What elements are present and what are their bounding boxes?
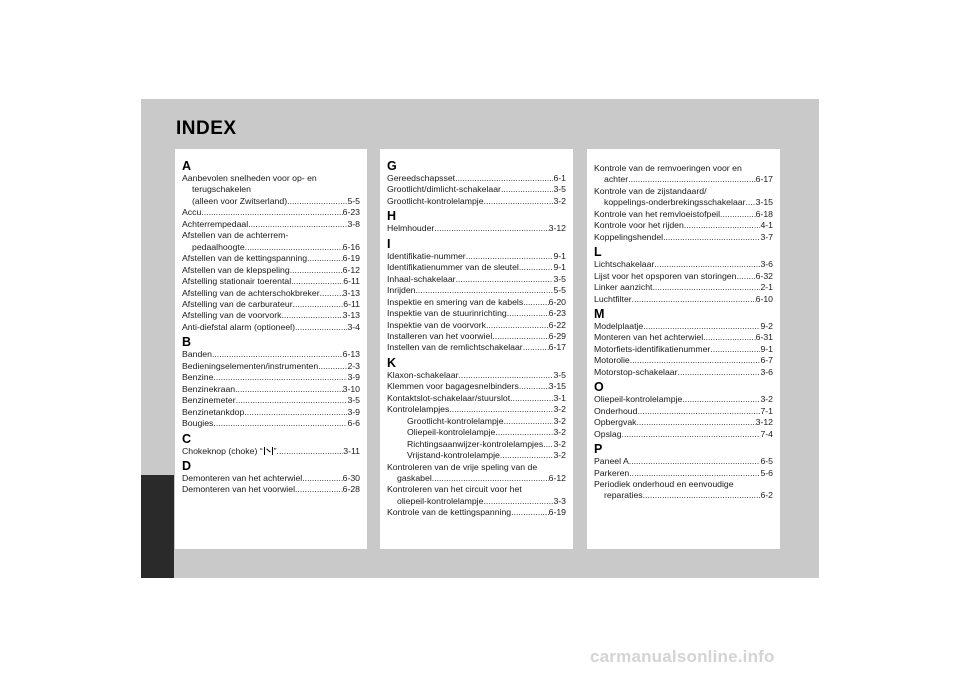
page-ref: 3-2 <box>553 415 566 426</box>
index-entry: Demonteren van het voorwiel ..... 6-28 <box>182 484 360 495</box>
page-ref: 6-17 <box>548 342 566 353</box>
index-entry: Anti-diefstal alarm (optioneel) ..... 3-4 <box>182 322 360 333</box>
section-letter-l: L <box>594 245 602 260</box>
watermark-footer: carmanualsonline.info <box>590 647 775 666</box>
index-entry: Benzinemeter ..... 3-5 <box>182 395 360 406</box>
index-entry: Monteren van het achterwiel ..... 6-31 <box>594 332 773 343</box>
page-ref: 9-2 <box>760 320 773 331</box>
page-ref: 6-1 <box>553 173 566 183</box>
index-entry: Accu ..... 6-23 <box>182 207 360 218</box>
page-ref: 3-11 <box>343 445 360 456</box>
page-ref: 6-32 <box>755 270 773 281</box>
index-entry: Grootlicht/dimlicht-schakelaar ..... 3-5 <box>387 184 566 195</box>
index-subentry: Oliepeil-kontrolelampje ..... 3-2 <box>387 427 566 438</box>
page-ref: 6-7 <box>760 355 773 366</box>
index-entry: Afstelling van de voorvork ..... 3-13 <box>182 310 360 321</box>
index-entry: Afstellen van de klepspeling ..... 6-12 <box>182 265 360 276</box>
index-entry: Linker aanzicht ..... 2-1 <box>594 282 773 293</box>
index-entry: Achterrempedaal ..... 3-8 <box>182 219 360 230</box>
page-ref: 3-3 <box>553 495 566 506</box>
index-entry: koppelings-onderbrekingsschakelaar ..... 3-15 <box>594 197 773 208</box>
index-column-3 <box>587 149 780 549</box>
page-ref: 4-1 <box>760 220 773 231</box>
index-subentry: Vrijstand-kontrolelampje ..... 3-2 <box>387 450 566 461</box>
index-entry: Kontrole van het remvloeistofpeil ..... 6-18 <box>594 209 773 220</box>
page-ref: 3-12 <box>548 223 566 234</box>
page-ref: 6-28 <box>342 484 360 495</box>
section-letter-d: D <box>182 458 192 473</box>
index-entry: Inspektie van de stuurinrichting ..... 6-23 <box>387 308 566 319</box>
index-subentry: Richtingsaanwijzer-kontrolelampjes ..... 3-2 <box>387 439 566 450</box>
index-entry: Motorstop-schakelaar ..... 3-6 <box>594 367 773 378</box>
page-ref: 6-23 <box>342 207 360 218</box>
page-ref: 7-1 <box>760 405 773 416</box>
page-ref: 6-19 <box>342 253 360 264</box>
index-subentry: Grootlicht-kontrolelampje ..... 3-2 <box>387 416 566 427</box>
page-ref: 6-22 <box>548 319 566 330</box>
index-entry: Inrijden ..... 5-5 <box>387 285 566 296</box>
page-ref: 3-2 <box>553 438 566 449</box>
page-title: INDEX <box>176 118 237 139</box>
index-entry: oliepeil-kontrolelampje ..... 3-3 <box>387 496 566 507</box>
index-entry: Identifikatienummer van de sleutel ..... 9-1 <box>387 262 566 273</box>
page-ref: 9-1 <box>553 250 566 261</box>
page-ref: 6-19 <box>548 507 566 518</box>
page-ref: 6-18 <box>755 208 773 219</box>
index-entry: Inspektie en smering van de kabels ..... 6-20 <box>387 297 566 308</box>
page-ref: 5-5 <box>553 285 566 296</box>
page-ref: 3-2 <box>760 394 773 405</box>
index-entry-line: Kontroleren van het circuit voor het <box>387 484 522 495</box>
index-column-1 <box>175 149 367 549</box>
page-ref: 3-7 <box>760 231 773 242</box>
index-entry: Demonteren van het achterwiel ..... 6-30 <box>182 473 360 484</box>
page-ref: 6-23 <box>548 308 566 319</box>
index-entry-line: Kontroleren van de vrije speling van de <box>387 461 538 472</box>
index-entry: Klaxon-schakelaar ..... 3-5 <box>387 370 566 381</box>
index-entry-line: Afstellen van de achterrem- <box>182 230 289 241</box>
chapter-tab-marker <box>141 475 174 578</box>
index-entry: Inspektie van de voorvork ..... 6-22 <box>387 320 566 331</box>
index-entry: Inhaal-schakelaar ..... 3-5 <box>387 274 566 285</box>
index-entry: Paneel A ..... 6-5 <box>594 456 773 467</box>
page-ref: 3-2 <box>553 450 566 461</box>
page-ref: 3-5 <box>553 273 566 284</box>
index-entry: Oliepeil-kontrolelampje ..... 3-2 <box>594 394 773 405</box>
page-ref: 6-11 <box>343 276 360 287</box>
page-ref: 6-2 <box>760 490 773 501</box>
index-entry-line: Kontrole van de remvoeringen voor en <box>594 163 742 173</box>
page-ref: 6-10 <box>755 293 773 304</box>
page-ref: 6-6 <box>347 418 360 429</box>
page-ref: 3-8 <box>347 218 360 229</box>
index-entry: Helmhouder ..... 3-12 <box>387 223 566 234</box>
section-letter-m: M <box>594 306 605 321</box>
index-entry: achter ..... 6-17 <box>594 174 773 185</box>
index-entry: Lichtschakelaar ..... 3-6 <box>594 259 773 270</box>
index-entry: Bougies ..... 6-6 <box>182 418 360 429</box>
index-entry: (alleen voor Zwitserland) ..... 5-5 <box>182 196 360 207</box>
section-letter-k: K <box>387 355 397 370</box>
index-entry: Identifikatie-nummer ..... 9-1 <box>387 251 566 262</box>
page-ref: 5-5 <box>347 195 360 206</box>
index-entry: Afstelling van de achterschokbreker ..... 3-13 <box>182 288 360 299</box>
index-entry: pedaalhoogte ..... 6-16 <box>182 242 360 253</box>
section-letter-h: H <box>387 209 397 224</box>
index-entry: Luchtfilter ..... 6-10 <box>594 294 773 305</box>
page-ref: 5-6 <box>760 467 773 478</box>
index-entry-line: Periodiek onderhoud en eenvoudige <box>594 478 734 489</box>
index-entry: Opbergvak ..... 3-12 <box>594 417 773 428</box>
index-entry: Gereedschapsset ..... 6-1 <box>387 173 566 184</box>
section-letter-o: O <box>594 380 604 395</box>
page-ref: 3-2 <box>553 427 566 438</box>
index-entry: Afstelling van de carburateur ..... 6-11 <box>182 299 360 310</box>
index-entry-line: Kontrole van de zijstandaard/ <box>594 185 707 196</box>
index-entry: Banden ..... 6-13 <box>182 349 360 360</box>
page-ref: 7-4 <box>760 428 773 439</box>
page-ref: 6-20 <box>548 296 566 307</box>
index-entry: Bedieningselementen/instrumenten ..... 2-3 <box>182 361 360 372</box>
index-entry: gaskabel ..... 6-12 <box>387 473 566 484</box>
index-entry: Instellen van de remlichtschakelaar ..... 6-17 <box>387 342 566 353</box>
section-letter-p: P <box>594 442 603 457</box>
page-ref: 3-10 <box>342 383 360 394</box>
page-ref: 3-6 <box>760 366 773 377</box>
index-entry: Kontaktslot-schakelaar/stuurslot ..... 3-1 <box>387 393 566 404</box>
page-ref: 6-30 <box>342 472 360 483</box>
page-ref: 6-17 <box>755 174 773 185</box>
page-ref: 6-31 <box>755 332 773 343</box>
page-ref: 3-9 <box>347 372 360 383</box>
page-ref: 3-5 <box>347 395 360 406</box>
index-entry: Motorfiets-identifikatienummer ..... 9-1 <box>594 344 773 355</box>
index-entry: Motorolie ..... 6-7 <box>594 355 773 366</box>
index-entry: Benzinekraan ..... 3-10 <box>182 384 360 395</box>
index-entry: Onderhoud ..... 7-1 <box>594 406 773 417</box>
page-ref: 6-16 <box>342 241 360 252</box>
index-entry: Modelplaatje ..... 9-2 <box>594 321 773 332</box>
page-ref: 6-12 <box>548 472 566 483</box>
index-entry: Kontrole voor het rijden ..... 4-1 <box>594 220 773 231</box>
choke-icon <box>264 447 273 455</box>
index-entry: Klemmen voor bagagesnelbinders ..... 3-15 <box>387 381 566 392</box>
page-ref: 6-29 <box>548 330 566 341</box>
page-ref: 2-3 <box>347 360 360 371</box>
page-ref: 6-12 <box>342 264 360 275</box>
page-ref: 3-12 <box>755 417 773 428</box>
section-letter-b: B <box>182 335 192 350</box>
page-ref: 3-2 <box>553 404 566 415</box>
index-column-2 <box>380 149 573 549</box>
section-letter-i: I <box>387 236 391 251</box>
page-ref: 3-9 <box>347 406 360 417</box>
page-ref: 3-13 <box>342 287 360 298</box>
page-ref: 3-13 <box>342 310 360 321</box>
index-entry-line: terugschakelen <box>192 184 251 195</box>
index-entry: Kontrole van de kettingspanning ..... 6-19 <box>387 507 566 518</box>
index-entry: Koppelingshendel ..... 3-7 <box>594 232 773 243</box>
index-entry: Lijst voor het opsporen van storingen ..... 6-32 <box>594 271 773 282</box>
index-entry: reparaties ..... 6-2 <box>594 490 773 501</box>
page-ref: 6-11 <box>343 298 360 309</box>
section-letter-g: G <box>387 159 397 173</box>
page-ref: 3-6 <box>760 259 773 270</box>
section-letter-a: A <box>182 159 192 173</box>
index-entry-line: Aanbevolen snelheden voor op- en <box>182 173 317 183</box>
page-ref: 3-15 <box>755 197 773 208</box>
page-ref: 3-2 <box>553 195 566 206</box>
index-entry: Parkeren ..... 5-6 <box>594 468 773 479</box>
index-entry: Afstellen van de kettingspanning ..... 6-19 <box>182 253 360 264</box>
index-entry: Kontrolelampjes ..... 3-2 <box>387 404 566 415</box>
index-entry: Afstelling stationair toerental ..... 6-11 <box>182 276 360 287</box>
page-ref: 3-1 <box>553 392 566 403</box>
index-entry: Benzine ..... 3-9 <box>182 372 360 383</box>
page-ref: 2-1 <box>760 282 773 293</box>
index-entry: Installeren van het voorwiel ..... 6-29 <box>387 331 566 342</box>
index-entry: Chokeknop (choke) “ ” ..... 3-11 <box>182 446 360 457</box>
page-ref: 9-1 <box>553 262 566 273</box>
page-ref: 3-15 <box>548 381 566 392</box>
page-ref: 6-5 <box>760 456 773 467</box>
page-ref: 3-4 <box>347 321 360 332</box>
index-entry: Benzinetankdop ..... 3-9 <box>182 407 360 418</box>
page-ref: 9-1 <box>760 343 773 354</box>
index-entry: Opslag ..... 7-4 <box>594 429 773 440</box>
page-ref: 3-5 <box>553 184 566 195</box>
page-ref: 6-13 <box>342 349 360 360</box>
index-entry: Grootlicht-kontrolelampje ..... 3-2 <box>387 196 566 207</box>
section-letter-c: C <box>182 431 192 446</box>
page-ref: 3-5 <box>553 369 566 380</box>
